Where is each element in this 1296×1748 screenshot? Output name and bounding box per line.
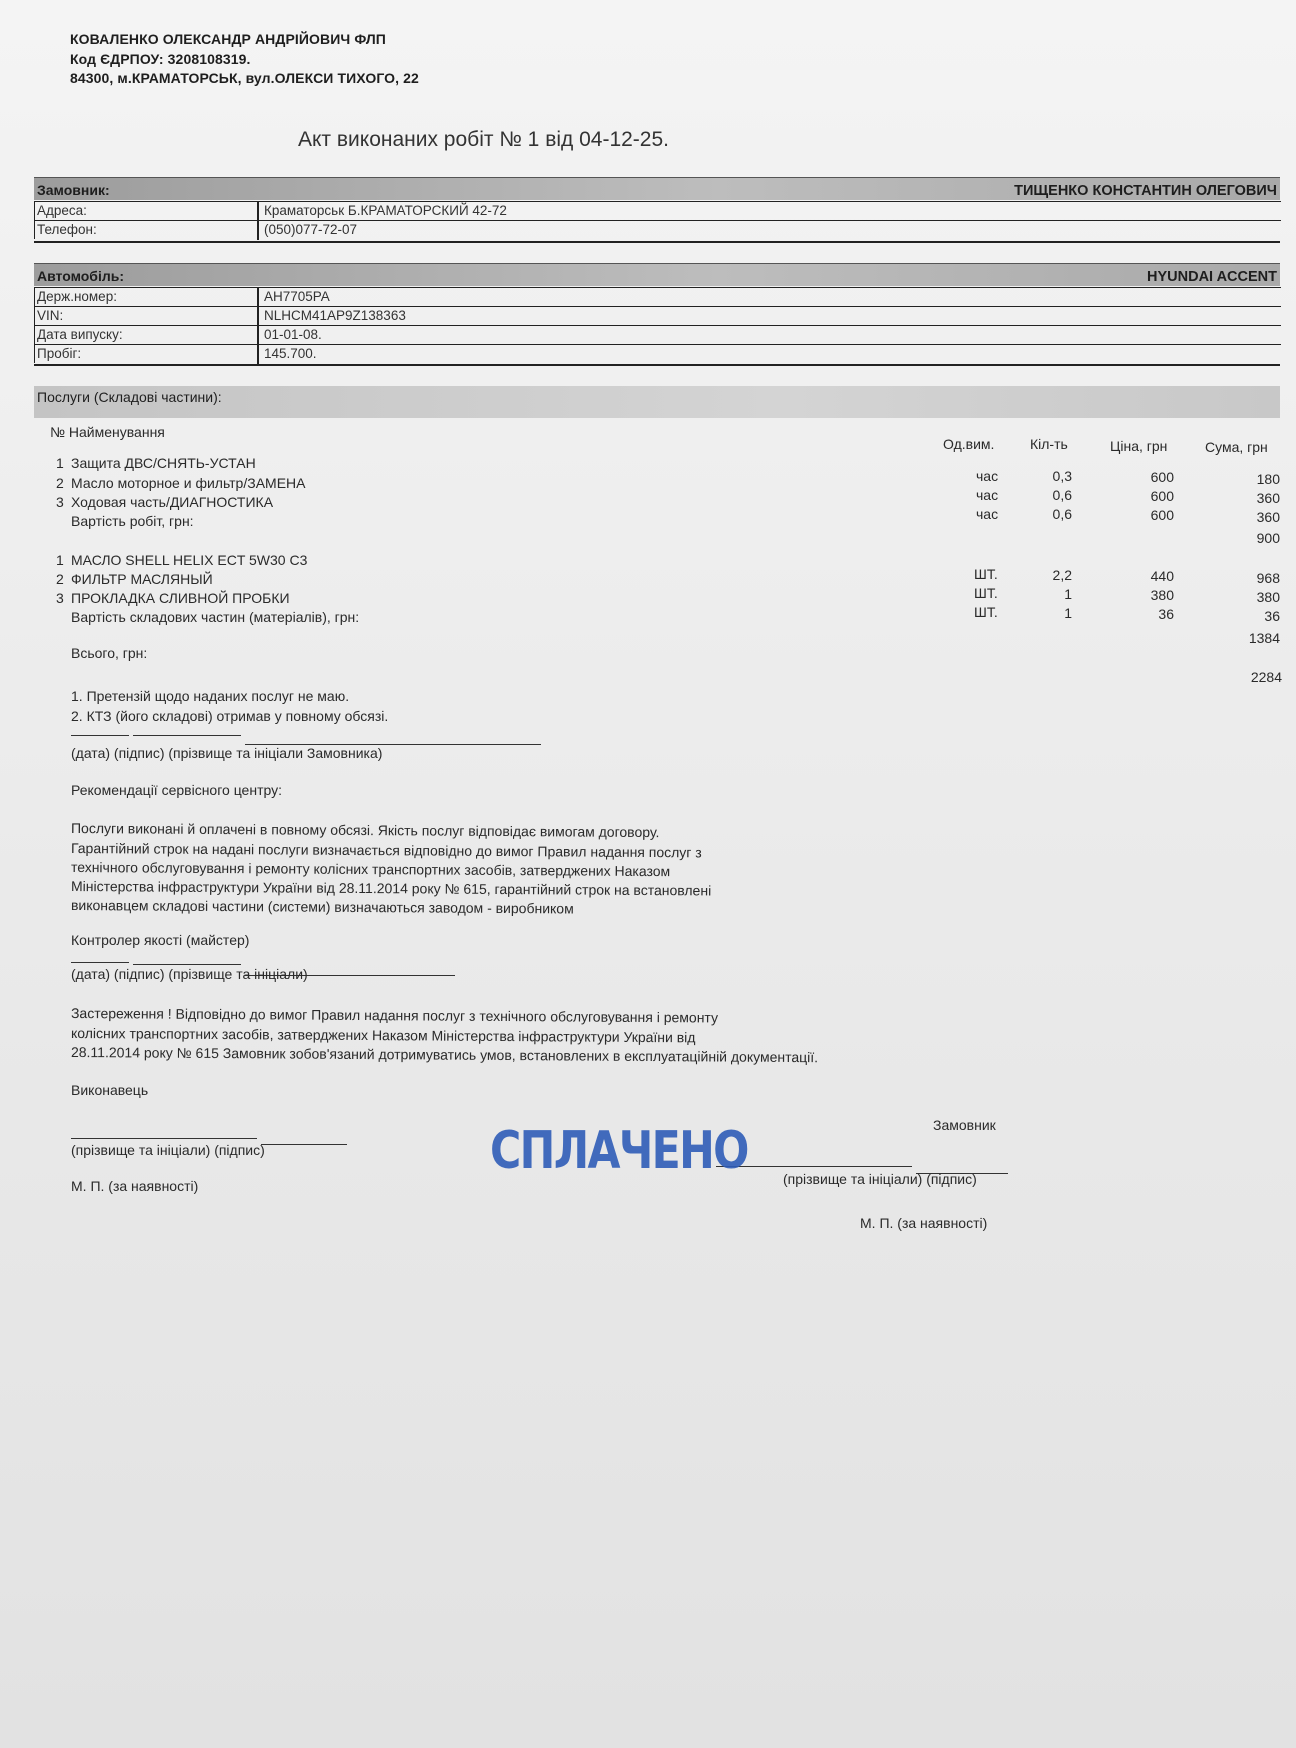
company-name: КОВАЛЕНКО ОЛЕКСАНДР АНДРІЙОВИЧ ФЛП xyxy=(70,31,386,47)
list-item-name: МАСЛО SHELL HELIX ECT 5W30 C3 xyxy=(71,552,308,568)
list-item-qty: 0,6 xyxy=(1052,506,1072,522)
field-label: VIN: xyxy=(37,308,64,323)
services-band xyxy=(34,386,1280,418)
list-item-sum: 380 xyxy=(1256,589,1280,605)
signature-line-name xyxy=(71,1138,257,1139)
field-label: Дата випуску: xyxy=(37,327,123,342)
warranty-line: виконавцем складові частини (системи) визначаються заводом - виробником xyxy=(70,897,574,917)
list-item-sum: 180 xyxy=(1256,471,1280,487)
company-code: Код ЄДРПОУ: 3208108319. xyxy=(70,51,251,67)
field-value: (050)077-72-07 xyxy=(264,222,358,237)
grand-total-value: 2284 xyxy=(1250,669,1282,685)
vehicle-box-bottom xyxy=(34,364,1280,366)
field-label: Держ.номер: xyxy=(37,289,117,304)
vehicle-name: HYUNDAI ACCENT xyxy=(1147,269,1277,285)
customer-sign-caption: (дата) (підпис) (прізвище та ініціали Замовника) xyxy=(71,745,383,761)
warning-line: Застереження ! Відповідно до вимог Правил надання послуг з технічного обслуговування і ремонту xyxy=(70,1005,719,1026)
list-item-unit: ШТ. xyxy=(974,604,998,620)
list-item-no: 1 xyxy=(56,455,64,471)
list-item-unit: час xyxy=(976,468,999,484)
customer-band xyxy=(34,177,1280,200)
customer-name: ТИЩЕНКО КОНСТАНТИН ОЛЕГОВИЧ xyxy=(1014,183,1277,199)
col-header-price: Ціна, грн xyxy=(1110,438,1168,454)
customer-phone-row xyxy=(34,220,1281,239)
col-header-sum: Сума, грн xyxy=(1205,439,1268,455)
warranty-line: технічного обслуговування і ремонту колісних транспортних засобів, затверджених Наказом xyxy=(70,859,671,880)
list-item-qty: 2,2 xyxy=(1052,567,1072,583)
field-label: Адреса: xyxy=(37,203,87,218)
field-value: NLHCM41AP9Z138363 xyxy=(264,308,406,323)
list-item-no: 3 xyxy=(56,590,64,606)
field-value: 145.700. xyxy=(264,346,317,361)
list-item-name: Защита ДВС/СНЯТЬ-УСТАН xyxy=(71,455,256,471)
customer-label: Замовник xyxy=(933,1117,996,1133)
list-item-price: 600 xyxy=(1150,488,1174,504)
list-item-qty: 1 xyxy=(1064,605,1072,621)
parts-total-value: 1384 xyxy=(1248,630,1280,646)
signature-line-sign xyxy=(133,735,241,736)
warranty-line: Послуги виконані й оплачені в повному обсязі. Якість послуг відповідає вимогам договору. xyxy=(70,820,660,841)
list-item-sum: 360 xyxy=(1256,490,1280,506)
list-item-name: ПРОКЛАДКА СЛИВНОЙ ПРОБКИ xyxy=(71,590,290,606)
parts-total-label: Вартість складових частин (матеріалів), грн: xyxy=(71,609,360,625)
list-item-unit: ШТ. xyxy=(974,566,998,582)
customer-box-bottom xyxy=(34,241,1280,243)
signature-line-date xyxy=(71,735,129,736)
signature-line-date xyxy=(71,962,129,963)
col-header-unit: Од.вим. xyxy=(943,436,995,452)
grand-total-label: Всього, грн: xyxy=(71,645,148,661)
list-item-name: Ходовая часть/ДИАГНОСТИКА xyxy=(71,494,274,510)
field-label: Телефон: xyxy=(37,222,97,237)
warranty-line: Міністерства інфраструктури України від 28.11.2014 року № 615, гарантійний строк на встановлені xyxy=(70,878,712,899)
list-item-no: 2 xyxy=(56,571,64,587)
paid-stamp: СПЛАЧЕНО xyxy=(490,1121,748,1181)
customer-section-label: Замовник: xyxy=(37,182,110,198)
executor-label: Виконавець xyxy=(71,1082,149,1098)
field-value: Краматорськ Б.КРАМАТОРСКИЙ 42-72 xyxy=(264,203,507,218)
list-item-sum: 360 xyxy=(1256,509,1280,525)
field-label: Пробіг: xyxy=(37,346,82,361)
list-item-price: 380 xyxy=(1150,587,1174,603)
list-item-unit: ШТ. xyxy=(974,585,998,601)
warning-line: колісних транспортних засобів, затверджених Наказом Міністерства інфраструктури України від xyxy=(70,1025,696,1046)
list-item-unit: час xyxy=(976,506,999,522)
statement-line: 1. Претензій щодо наданих послуг не маю. xyxy=(71,688,350,704)
list-item-no: 1 xyxy=(56,552,64,568)
vehicle-plate-row xyxy=(34,287,1281,306)
list-item-qty: 0,6 xyxy=(1052,487,1072,503)
list-item-price: 600 xyxy=(1150,507,1174,523)
vehicle-mileage-row xyxy=(34,344,1281,363)
document-title: Акт виконаних робіт № 1 від 04-12-25. xyxy=(298,128,669,151)
services-section-label: Послуги (Складові частини): xyxy=(37,389,222,405)
list-item-qty: 0,3 xyxy=(1052,468,1072,484)
statement-line: 2. КТЗ (його складові) отримав у повному обсязі. xyxy=(71,708,389,724)
works-total-value: 900 xyxy=(1256,530,1280,546)
company-address: 84300, м.КРАМАТОРСЬК, вул.ОЛЕКСИ ТИХОГО, 22 xyxy=(70,70,419,86)
executor-sign-caption: (прізвище та ініціали) (підпис) xyxy=(71,1142,265,1158)
list-item-name: Масло моторное и фильтр/ЗАМЕНА xyxy=(71,475,306,491)
vehicle-vin-row xyxy=(34,306,1281,325)
vehicle-section-label: Автомобіль: xyxy=(37,268,124,284)
list-item-sum: 968 xyxy=(1256,570,1280,586)
vehicle-year-row xyxy=(34,325,1281,344)
works-total-label: Вартість робіт, грн: xyxy=(71,513,194,529)
signature-line-sign xyxy=(133,964,241,965)
customer-mp: М. П. (за наявності) xyxy=(860,1215,988,1231)
list-item-sum: 36 xyxy=(1264,608,1280,624)
field-value: AH7705PA xyxy=(264,289,330,304)
list-item-name: ФИЛЬТР МАСЛЯНЫЙ xyxy=(71,571,213,587)
recommendations-label: Рекомендації сервісного центру: xyxy=(71,782,283,798)
executor-mp: М. П. (за наявності) xyxy=(71,1178,199,1194)
list-item-no: 3 xyxy=(56,494,64,510)
list-item-no: 2 xyxy=(56,475,64,491)
list-item-price: 36 xyxy=(1158,606,1174,622)
vehicle-band xyxy=(34,263,1280,286)
warning-line: 28.11.2014 року № 615 Замовник зобов'язаний дотримуватись умов, встановлених в експлуатаційній документації. xyxy=(70,1044,819,1066)
list-item-price: 440 xyxy=(1150,568,1174,584)
list-item-unit: час xyxy=(976,487,999,503)
controller-sign-caption: (дата) (підпис) (прізвище та ініціали) xyxy=(71,966,308,982)
col-header-name: № Найменування xyxy=(50,424,165,440)
customer-final-caption: (прізвище та ініціали) (підпис) xyxy=(783,1171,977,1187)
list-item-qty: 1 xyxy=(1064,586,1072,602)
warranty-line: Гарантійний строк на надані послуги визначається відповідно до вимог Правил надання послуг з xyxy=(70,840,702,861)
col-header-qty: Кіл-ть xyxy=(1030,436,1068,452)
customer-address-row xyxy=(34,201,1281,220)
signature-line-sign xyxy=(261,1144,347,1145)
list-item-price: 600 xyxy=(1150,469,1174,485)
field-value: 01-01-08. xyxy=(264,327,322,342)
controller-label: Контролер якості (майстер) xyxy=(71,932,250,948)
